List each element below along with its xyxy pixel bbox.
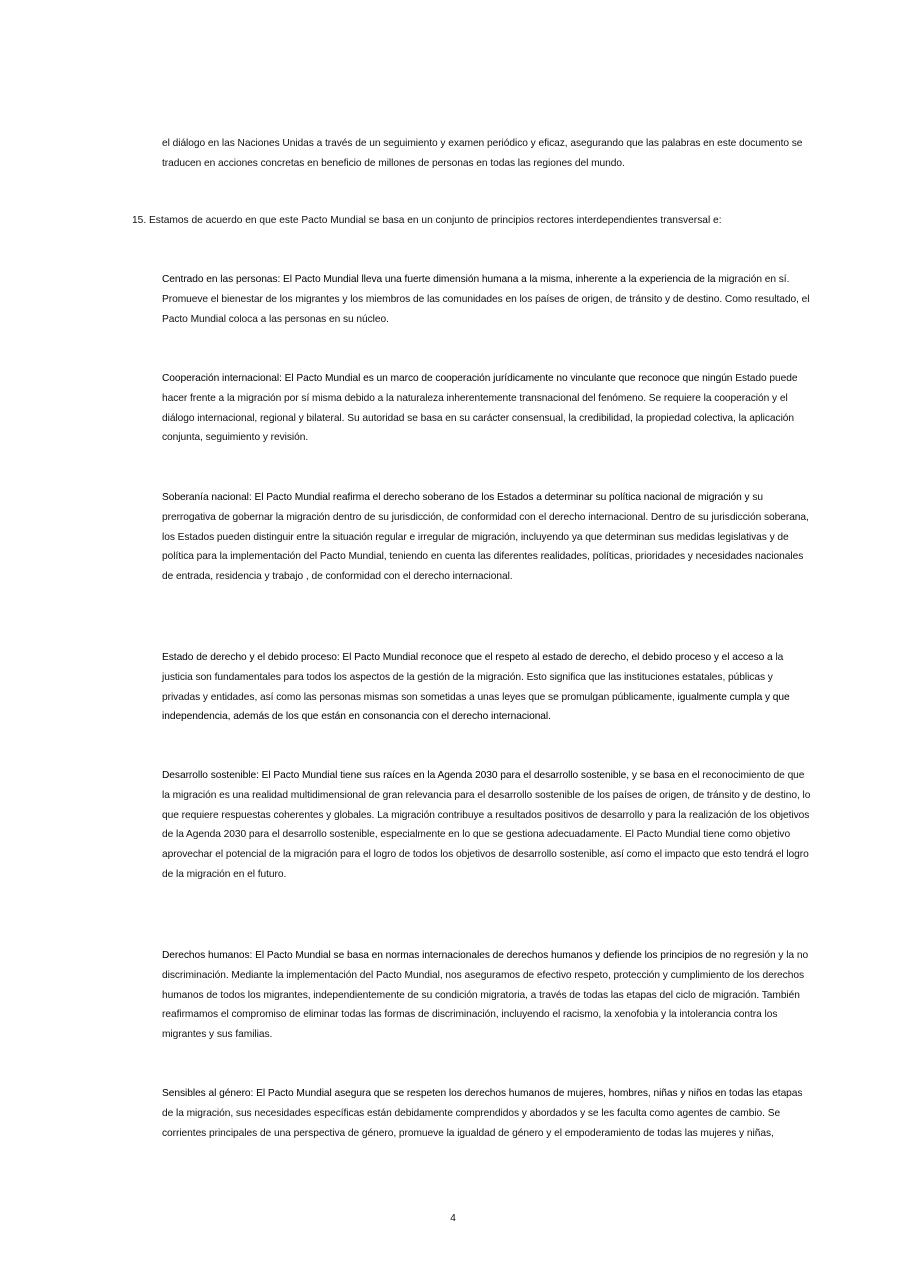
principle-body: migración en sí. Promueve el bienestar de los migrantes y los miembros de las comunidades en los países de origen, de tránsito y de destino. Como resultado, el Pacto Mundial coloca a las personas en su núcleo. — [162, 274, 810, 325]
principle-national-sovereignty — [162, 488, 812, 587]
section-15-text: 15. Estamos de acuerdo en que este Pacto Mundial se basa en un conjunto de principios rectores interdependientes transversal e: — [132, 215, 722, 226]
section-15-paragraph — [132, 211, 822, 231]
principle-lead: Estado de derecho y el debido proceso: El Pacto Mundial reconoce que el respeto al estado de derecho, el debido proceso y el acceso a — [162, 652, 773, 663]
principle-lead: Sensibles al género: El Pacto Mundial asegura que se respeten los derechos humanos de mujeres, hombres, niñas y niños en todas — [162, 1088, 754, 1099]
principle-international-cooperation — [162, 369, 812, 448]
principle-human-rights — [162, 946, 812, 1045]
page-number: 4 — [450, 1213, 456, 1224]
principle-lead: Soberanía nacional: El Pacto Mundial reafirma el derecho soberano de los Estados a determinar su política nacional de migración y — [162, 492, 750, 503]
principle-body: Estado puede hacer frente a la migración por sí misma debido a la naturaleza inherentemente transnacional del fenómeno. Se requiere la cooperación y el diálogo internacional, regional y bilateral. Su autoridad se basa en su carácter consensual, la credibilidad, la propiedad colectiva, la aplicación conjunta, seguimiento y revisión. — [162, 373, 798, 444]
principle-tail: igualmente cumpla y que independencia, además de los que están en consonancia con el derecho internacional — [162, 691, 790, 723]
principle-people-centred — [162, 270, 812, 329]
principle-sustainable-development — [162, 766, 812, 885]
principle-rule-of-law — [162, 648, 812, 727]
continuation-paragraph — [162, 134, 812, 174]
principle-lead: Centrado en las personas: El Pacto Mundial lleva una fuerte dimensión humana a la misma, inherente a la experiencia de la — [162, 274, 716, 285]
principle-gender-responsive — [162, 1084, 812, 1143]
principle-body: regresión y la no discriminación. Mediante la implementación del Pacto Mundial, nos aseguramos de efectivo respeto, protección y cumplimiento de los derechos humanos de todos los migrantes, independientemente de su condición migratoria, a través de todas las etapas del ciclo de migración. También reafirmamos el compromiso de eliminar todas las formas de discriminación, incluyendo el racismo, la xenofobia y la intolerancia contra los migrantes y sus familias. — [162, 950, 809, 1041]
principle-lead: Cooperación internacional: El Pacto Mundial es un marco de cooperación jurídicamente no vinculante que reconoce que ningún — [162, 373, 733, 384]
principle-end: . — [548, 711, 551, 723]
principle-body: la justicia son fundamentales para todos los aspectos de la gestión de la migración. Esto significa que las instituciones estatales, públicas y privadas y entidades, así como las personas mismas son sometidas a unas leyes que se promulgan públicamente, — [162, 652, 784, 703]
principle-body: su prerrogativa de gobernar la migración dentro de su jurisdicción, de conformidad con el derecho internacional. Dentro de su jurisdicción soberana, los Estados pueden distinguir entre la situación regular e irregular de migración, incluyendo ya que determinan sus medidas legislativas y de política para la implementación del Pacto Mundial, teniendo en cuenta las diferentes realidades, políticas, prioridades y necesidades nacionales de entrada, residencia y trabajo , de conformidad con el derecho internacional. — [162, 492, 809, 583]
principle-body: reconocimiento de que la migración es una realidad multidimensional de gran relevancia para el desarrollo sostenible de los países de origen, de tránsito y de destino, lo que requiere respuestas coherentes y globales. La migración contribuye a resultados positivos de desarrollo y para la realización de los objetivos de la Agenda 2030 para el desarrollo sostenible, especialmente en lo que se gestiona adecuadamente. El Pacto Mundial tiene como objetivo aprovechar el potencial de la migración para el logro de todos los objetivos de desarrollo sostenible, así como el impacto que esto tendrá el logro de la migración en el futuro. — [162, 770, 811, 880]
continuation-text: el diálogo en las Naciones Unidas a través de un seguimiento y examen periódico y eficaz, asegurando que las palabras en este documento se traducen en acciones concretas en beneficio de millones de personas en todas las regiones del mundo. — [162, 138, 803, 169]
principle-lead: Desarrollo sostenible: El Pacto Mundial tiene sus raíces en la Agenda 2030 para el desarrollo sostenible, y se basa en el — [162, 770, 700, 781]
principle-lead: Derechos humanos: El Pacto Mundial se basa en normas internacionales de derechos humanos y defiende los principios de no — [162, 950, 731, 961]
principle-body: las etapas de la migración, sus necesidades específicas están debidamente comprendidos y abordados y se les faculta como agentes de cambio. Se corrientes principales de una perspectiva de género, promueve la igualdad de género y el empoderamiento de todas las mujeres y niñas, — [162, 1088, 803, 1139]
